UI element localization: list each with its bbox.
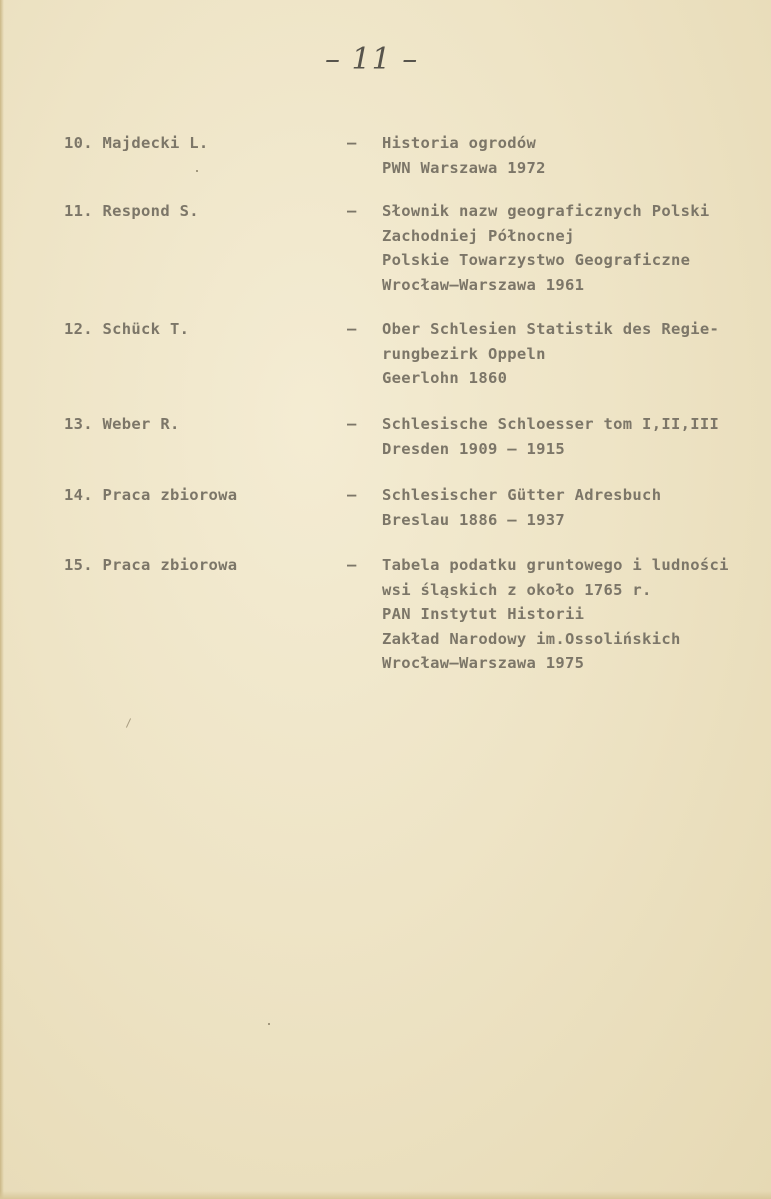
entry-line: Geerlohn 1860	[382, 369, 508, 387]
entry-line: Zakład Narodowy im.Ossolińskich	[382, 629, 681, 648]
entry-author: 11. Respond S.	[64, 202, 199, 220]
entry-line: Ober Schlesien Statistik des Regie-	[382, 320, 720, 338]
entry-author: 14. Praca zbiorowa	[64, 486, 238, 504]
entry-author: 12. Schück T.	[64, 320, 190, 338]
entry-description	[382, 317, 767, 391]
entry-description	[382, 131, 767, 180]
entry-dash: –	[347, 202, 357, 220]
entry-description	[382, 483, 767, 532]
entry-dash: –	[347, 486, 357, 504]
entry-line: Wrocław–Warszawa 1961	[382, 275, 585, 294]
entry-line: Historia ogrodów	[382, 134, 537, 152]
paper-mark	[126, 718, 131, 727]
entry-description	[382, 199, 767, 297]
entry-author: 13. Weber R.	[64, 415, 180, 433]
entry-line: PWN Warszawa 1972	[382, 158, 546, 177]
entry-description	[382, 553, 767, 676]
entry-line: Zachodniej Północnej	[382, 226, 575, 245]
entry-line: rungbezirk Oppeln	[382, 344, 546, 363]
paper-left-edge	[0, 0, 4, 1199]
page-number: – 11 –	[325, 42, 419, 77]
entry-dash: –	[347, 320, 357, 338]
entry-dash: –	[347, 556, 357, 574]
entry-description	[382, 412, 767, 461]
entry-author: 10. Majdecki L.	[64, 134, 209, 152]
paper-speck	[196, 170, 198, 172]
entry-line: Schlesische Schloesser tom I,II,III	[382, 415, 720, 433]
paper-speck	[268, 1023, 270, 1025]
entry-line: Wrocław–Warszawa 1975	[382, 654, 585, 672]
entry-dash: –	[347, 415, 357, 433]
entry-line: wsi śląskich z około 1765 r.	[382, 580, 652, 599]
entry-dash: –	[347, 134, 357, 152]
entry-line: Tabela podatku gruntowego i ludności	[382, 556, 729, 574]
paper-bottom-edge	[0, 1191, 771, 1199]
entry-author: 15. Praca zbiorowa	[64, 556, 238, 574]
entry-line: Polskie Towarzystwo Geograficzne	[382, 251, 691, 269]
entry-line: Schlesischer Gütter Adresbuch	[382, 486, 662, 504]
entry-line: Dresden 1909 – 1915	[382, 439, 566, 458]
entry-line: PAN Instytut Historii	[382, 605, 585, 623]
entry-line: Słownik nazw geograficznych Polski	[382, 202, 710, 220]
entry-line: Breslau 1886 – 1937	[382, 510, 566, 529]
